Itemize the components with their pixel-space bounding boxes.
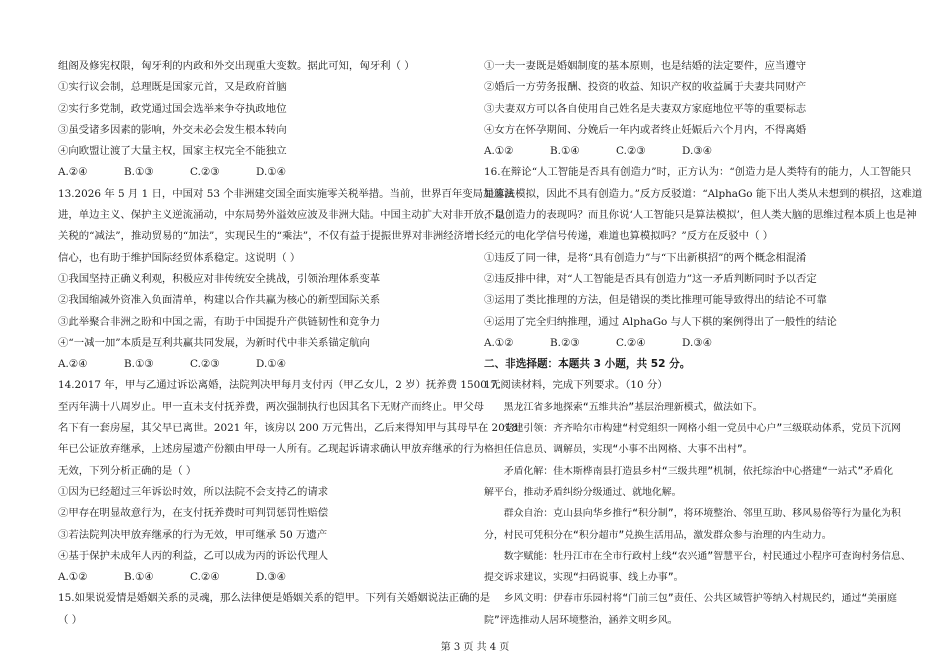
choice-option: B.①④	[124, 571, 154, 584]
choice-option: A.②④	[58, 166, 88, 179]
text-line: ④基于保护未成年人丙的利益，乙可以成为丙的诉讼代理人	[58, 549, 329, 562]
choice-option: C.②④	[616, 336, 646, 349]
text-line: 名下有一套房屋，其父早已离世。2021 年，该房以 200 万元售出，乙后来得知甲与其母早在 2018	[58, 422, 518, 435]
choice-option: C.②③	[190, 166, 220, 179]
material-line: 数字赋能：牡丹江市在全市行政村上线“农兴通”智慧平台，村民通过小程序可查询村务信息、	[503, 550, 911, 562]
left-column	[58, 56, 518, 631]
choice-option: A.①②	[58, 571, 88, 584]
text-line: 是算法模拟，因此不具有创造力。”反方反驳道：“AlphaGo 能下出人类从未想到的棋招，这难道	[484, 187, 923, 200]
choice-option: D.①④	[256, 166, 286, 179]
answer-choices	[484, 333, 898, 354]
text-line: 信心，也有助于维护国际经贸体系稳定。这说明（ ）	[58, 251, 301, 264]
text-line: 15.如果说爱情是婚姻关系的灵魂，那么法律便是婚姻关系的铠甲。下列有关婚姻说法正确的是	[58, 592, 491, 605]
material-line: 乡风文明：伊春市乐园村将“门前三包”责任、公共区域管护等纳入村规民约，通过“美丽庭	[503, 593, 897, 605]
choice-option: A.②④	[58, 358, 88, 371]
choice-option: B.①④	[550, 145, 580, 158]
material-line: 格担任信息员、调解员，实现“小事不出网格、大事不出村”。	[484, 444, 753, 456]
text-line: ①实行议会制，总理既是国家元首，又是政府首脑	[58, 81, 287, 94]
choice-option: B.②③	[550, 336, 580, 349]
text-line: 14.2017 年，甲与乙通过诉讼离婚，法院判决甲每月支付丙（甲乙女儿，2 岁）抚养费 1500 元	[58, 379, 501, 392]
material-line: 解平台，推动矛盾纠纷分级通过、就地化解。	[484, 486, 682, 498]
text-line: ④向欧盟让渡了大量主权，国家主权完全不能独立	[58, 145, 287, 158]
text-line: 至丙年满十八周岁止。甲一直未支付抚养费，两次强制执行也因其名下无财产而终止。甲父母	[58, 400, 485, 413]
material-line: 提交诉求建议，实现“扫码说事、线上办事”。	[484, 572, 684, 584]
text-line: ②违反排中律，对“人工智能是否具有创造力”这一矛盾判断同时予以否定	[484, 272, 817, 285]
text-line: ③虽受诸多因素的影响，外交未必会发生根本转向	[58, 123, 287, 136]
text-line: ②婚后一方劳务报酬、投资的收益、知识产权的收益属于夫妻共同财产	[484, 81, 807, 94]
text-line: 13.2026 年 5 月 1 日，中国对 53 个非洲建交国全面实施零关税举措。当前，世界百年变局加速演	[58, 187, 515, 200]
choice-option: D.①④	[256, 358, 286, 371]
choice-option: C.②③	[616, 145, 646, 158]
choice-option: D.③④	[256, 571, 286, 584]
text-line: 进，单边主义、保护主义逆流涌动，中东局势外溢效应波及非洲大陆。中国主动扩大对非开放，以	[58, 209, 505, 222]
text-line: ③运用了类比推理的方法，但是错误的类比推理可能导致得出的结论不可靠	[484, 294, 827, 307]
text-line: ④“一减一加”本质是互利共赢共同发展，为新时代中非关系锚定航向	[58, 336, 370, 349]
text-line: 无效，下列分析正确的是（ ）	[58, 464, 197, 477]
text-line: （ ）	[58, 613, 83, 626]
text-line: ③夫妻双方可以各自使用自己姓名是夫妻双方家庭地位平等的重要标志	[484, 102, 807, 115]
text-line: ②我国缩减外资准入负面清单，构建以合作共赢为核心的新型国际关系	[58, 294, 381, 307]
text-line: ①因为已经超过三年诉讼时效，所以法院不会支持乙的请求	[58, 485, 329, 498]
text-line: ③此举聚合非洲之盼和中国之需，有助于中国提升产供链韧性和竞争力	[58, 315, 381, 328]
choice-option: A.①②	[484, 145, 514, 158]
text-line: ④女方在怀孕期间、分娩后一年内或者终止妊娠后六个月内，不得离婚	[484, 123, 807, 136]
material-line: 院”评选推动人居环境整治，涵养文明乡风。	[484, 614, 678, 626]
text-line: 组阁及修宪权限，匈牙利的内政和外交出现重大变数。据此可知，匈牙利（ ）	[58, 60, 415, 72]
answer-choices	[58, 567, 460, 588]
text-line: 不是创造力的表现吗？而且你说‘人工智能只是算法模拟’，但人类大脑的思维过程本质上也是神	[484, 209, 917, 222]
answer-choices	[58, 162, 460, 183]
text-line: 16.在辩论“人工智能是否具有创造力”时，正方认为：“创造力是人类特有的能力，人工智能只	[484, 166, 912, 179]
choice-option: B.①③	[124, 166, 154, 179]
material-line: 黑龙江省多地探索“五维共治”基层治理新模式，做法如下。	[503, 401, 763, 413]
material-line: 矛盾化解：佳木斯桦南县打造县乡村“三级共理”机制，依托综治中心搭建“一站式”矛盾化	[503, 465, 893, 477]
text-line: 17.阅读材料，完成下列要求。（10 分）	[484, 379, 668, 392]
choice-option: D.③④	[682, 336, 712, 349]
text-line: ④运用了完全归纳推理，通过 AlphaGo 与人下棋的案例得出了一般性的结论	[484, 315, 837, 328]
answer-choices	[484, 141, 898, 162]
page-footer: 第 3 页 共 4 页	[440, 642, 510, 653]
text-line: ①我国坚持正确义利观，积极应对非传统安全挑战，引领治理体系变革	[58, 272, 381, 285]
text-line: ③若法院判决甲放弃继承的行为无效，甲可继承 50 万遗产	[58, 528, 328, 541]
text-line: ①违反了同一律，是将“具有创造力”与“下出新棋招”的两个概念相混淆	[484, 251, 807, 264]
text-line: ①一夫一妻既是婚姻制度的基本原则，也是结婚的法定要件，应当遵守	[484, 60, 807, 72]
choice-option: A.①②	[484, 336, 514, 349]
choice-option: C.②④	[190, 571, 220, 584]
choice-option: C.②③	[190, 358, 220, 371]
text-line: 年已公证放弃继承，上述房屋遗产份额由甲母一人所有。乙现起诉请求确认甲放弃继承的行为	[58, 443, 485, 456]
choice-option: D.③④	[682, 145, 712, 158]
text-line: ②实行多党制，政党通过国会选举来争夺执政地位	[58, 102, 287, 115]
section-heading: 二、非选择题：本题共 3 小题，共 52 分。	[484, 358, 691, 371]
text-line: 关税的“减法”，推动贸易的“加法”，实现民生的“乘法”，不仅有益于提振世界对非洲经济增长	[58, 230, 485, 243]
material-line: 群众自治：克山县向华乡推行“积分制”，将环境整治、邻里互助、移风易俗等行为量化为积	[503, 508, 901, 520]
text-line: ②甲存在明显故意行为，在支付抚养费时可判罚惩罚性赔偿	[58, 507, 329, 520]
text-line: 经元的电化学信号传递，难道也算模拟吗？”反方在反驳中（ ）	[484, 230, 774, 243]
right-column	[484, 56, 923, 631]
choice-option: B.①③	[124, 358, 154, 371]
material-line: 分，村民可凭积分在“积分超市”兑换生活用品，激发群众参与治理的内生动力。	[484, 529, 832, 541]
material-line: 党建引领：齐齐哈尔市构建“村党组织一网格小组一党员中心户”三级联动体系，党员下沉网	[503, 423, 901, 435]
answer-choices	[58, 354, 460, 375]
